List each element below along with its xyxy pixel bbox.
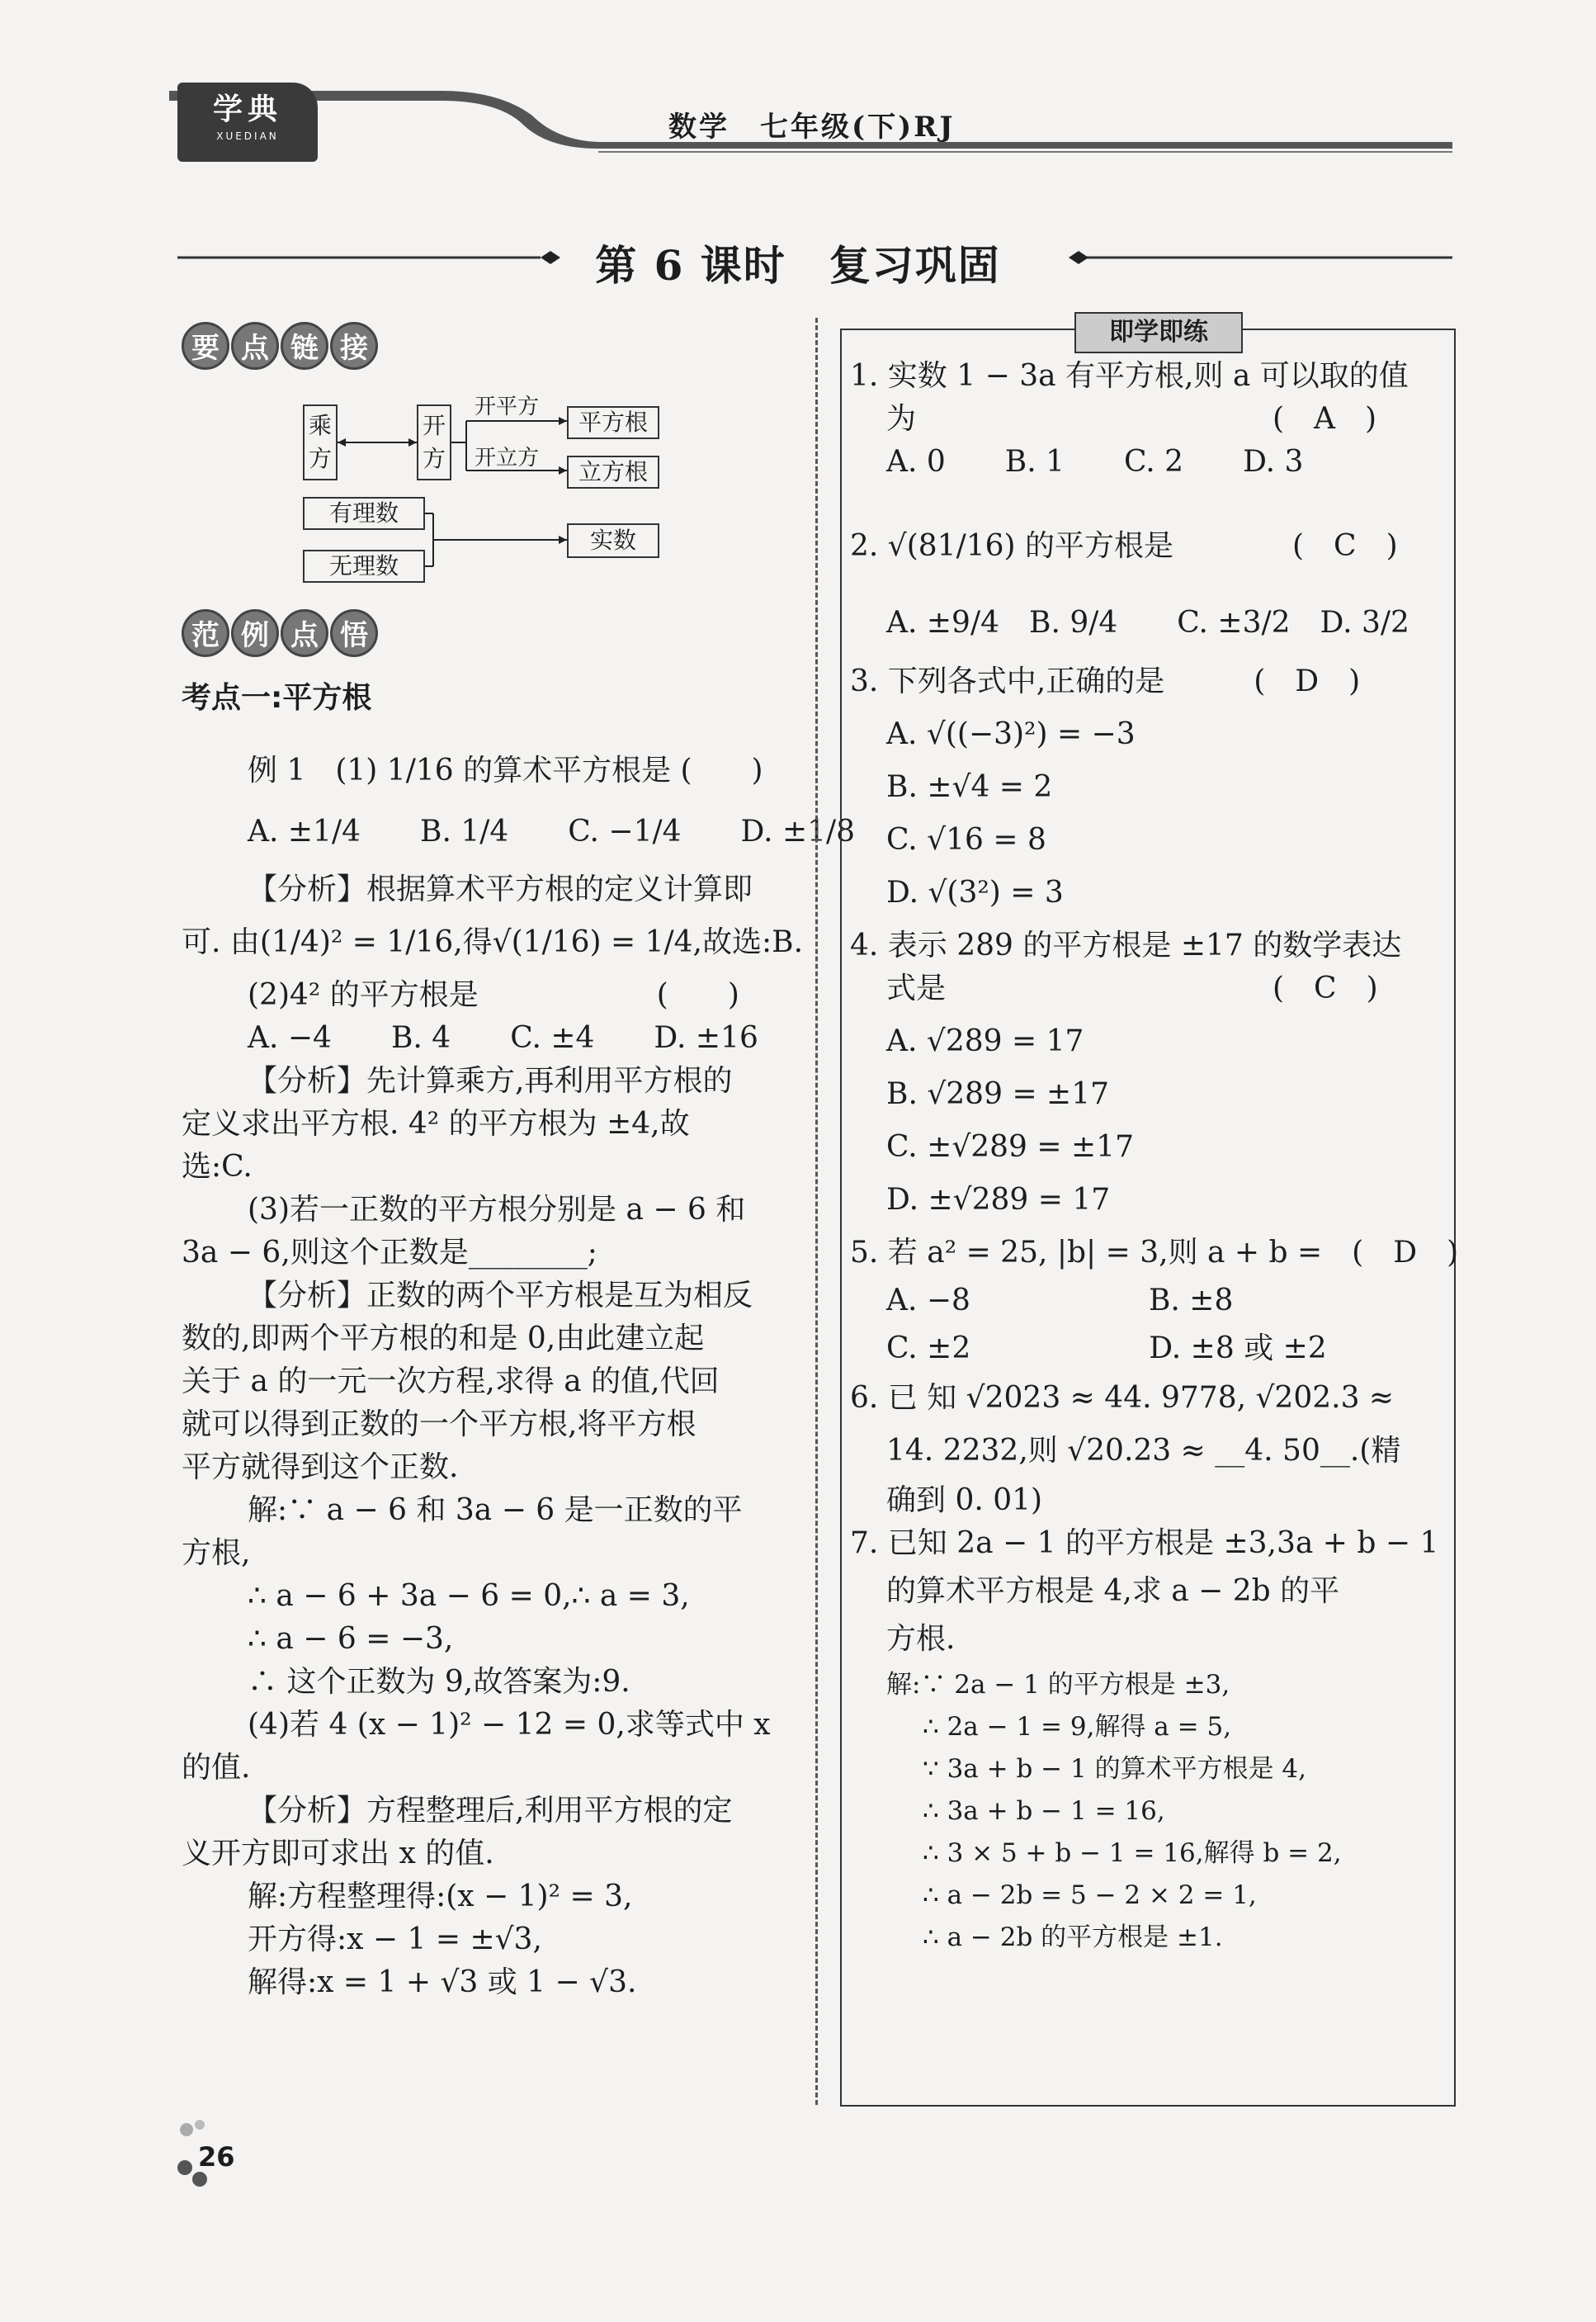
q4-option-a: A. √289 = 17 (886, 1024, 1084, 1058)
analysis-3b: 数的,即两个平方根的和是 0,由此建立起 (182, 1322, 705, 1355)
example-3-question-b: 3a − 6,则这个正数是________; (182, 1236, 597, 1270)
example-2-options: A. −4 B. 4 C. ±4 D. ±16 (248, 1021, 758, 1055)
q7-stem-b: 的算术平方根是 4,求 a − 2b 的平 (886, 1574, 1340, 1608)
q1-options: A. 0 B. 1 C. 2 D. 3 (886, 445, 1304, 479)
solution-3a: 解:∵ a − 6 和 3a − 6 是一正数的平 (248, 1493, 743, 1527)
diagram-label-sqrt: 开平方 (475, 395, 540, 419)
analysis-3c: 关于 a 的一元一次方程,求得 a 的值,代回 (182, 1364, 720, 1398)
practice-tag: 即学即练 (1074, 312, 1243, 353)
topic-heading: 考点一:平方根 (182, 681, 372, 715)
q1-stem-b: 为 ( A ) (886, 402, 1377, 436)
q7-stem-a: 7. 已知 2a − 1 的平方根是 ±3,3a + b − 1 (850, 1526, 1439, 1560)
solution-4c: 解得:x = 1 + √3 或 1 − √3. (248, 1965, 637, 1999)
analysis-1b: 可. 由(1/4)² = 1/16,得√(1/16) = 1/4,故选:B. (182, 925, 804, 959)
left-column-text (182, 735, 856, 2004)
diagram-label-cbrt: 开立方 (475, 446, 540, 471)
example-3-question-a: (3)若一正数的平方根分别是 a − 6 和 (248, 1193, 746, 1227)
q7-solution-line: ∴ 2a − 1 = 9,解得 a = 5, (923, 1712, 1232, 1742)
q7-stem-c: 方根. (886, 1622, 956, 1656)
diagram-box-cbrt: 立方根 (567, 456, 659, 489)
diagram-box-irrational: 无理数 (303, 550, 425, 583)
q7-solution-line: ∵ 3a + b − 1 的算术平方根是 4, (923, 1754, 1306, 1784)
analysis-2b: 定义求出平方根. 4² 的平方根为 ±4,故 (182, 1107, 690, 1141)
q4-option-b: B. √289 = ±17 (886, 1077, 1110, 1111)
q7-solution (850, 1664, 1448, 1959)
q6-stem-c: 确到 0. 01) (886, 1483, 1043, 1517)
example-1-question: 例 1 (1) 1/16 的算术平方根是 ( ) (248, 754, 763, 787)
diagram-box-sqrt: 平方根 (567, 406, 659, 439)
q2-stem: 2. √(81/16) 的平方根是 ( C ) (850, 529, 1398, 563)
q3-stem: 3. 下列各式中,正确的是 ( D ) (850, 664, 1361, 698)
q3-option-d: D. √(3²) = 3 (886, 876, 1064, 910)
q7-solution-line: ∴ a − 2b = 5 − 2 × 2 = 1, (923, 1880, 1257, 1910)
q7-solution-line: ∴ 3a + b − 1 = 16, (923, 1796, 1165, 1826)
column-divider (815, 318, 818, 2105)
analysis-3a: 【分析】正数的两个平方根是互为相反 (248, 1279, 753, 1312)
q6-stem-b: 14. 2232,则 √20.23 ≈ __4. 50__.(精 (886, 1434, 1401, 1468)
q1-stem-a: 1. 实数 1 − 3a 有平方根,则 a 可以取的值 (850, 359, 1409, 393)
page-number: 26 (198, 2141, 235, 2173)
section-key-points: 要 点 链 接 (182, 322, 378, 370)
q3-option-b: B. ±√4 = 2 (886, 770, 1053, 804)
page-title: 第 6 课时 复习巩固 (595, 241, 1001, 290)
solution-4a: 解:方程整理得:(x − 1)² = 3, (248, 1880, 633, 1913)
concept-diagram (301, 396, 673, 611)
solution-4b: 开方得:x − 1 = ±√3, (248, 1922, 542, 1956)
logo-text: 学典 (212, 92, 282, 126)
solution-3d: ∴ a − 6 = −3, (248, 1622, 454, 1656)
diagram-box-square: 乘方 (303, 404, 338, 480)
analysis-4a: 【分析】方程整理后,利用平方根的定 (248, 1794, 733, 1828)
q7-solution-line: 解:∵ 2a − 1 的平方根是 ±3, (886, 1670, 1230, 1700)
header-subject: 数学 七年级(下)RJ (668, 111, 956, 144)
q5-options-ab: A. −8 B. ±8 (886, 1284, 1234, 1317)
example-4-question-b: 的值. (182, 1751, 251, 1785)
section-examples: 范 例 点 悟 (182, 609, 378, 657)
q3-option-c: C. √16 = 8 (886, 823, 1046, 857)
analysis-3e: 平方就得到这个正数. (182, 1450, 459, 1484)
q6-stem-a: 6. 已 知 √2023 ≈ 44. 9778, √202.3 ≈ (850, 1381, 1395, 1415)
analysis-3d: 就可以得到正数的一个平方根,将平方根 (182, 1407, 696, 1441)
q7-solution-line: ∴ a − 2b 的平方根是 ±1. (923, 1922, 1223, 1952)
q5-options-cd: C. ±2 D. ±8 或 ±2 (886, 1331, 1327, 1365)
q7-solution-line: ∴ 3 × 5 + b − 1 = 16,解得 b = 2, (923, 1838, 1342, 1868)
q4-option-c: C. ±√289 = ±17 (886, 1130, 1134, 1164)
q4-stem-b: 式是 ( C ) (886, 972, 1378, 1005)
q5-stem: 5. 若 a² = 25, |b| = 3,则 a + b = ( D ) (850, 1236, 1459, 1270)
q4-option-d: D. ±√289 = 17 (886, 1183, 1111, 1217)
solution-3e: ∴ 这个正数为 9,故答案为:9. (248, 1665, 630, 1699)
example-2-question: (2)4² 的平方根是 ( ) (248, 978, 739, 1012)
solution-3c: ∴ a − 6 + 3a − 6 = 0,∴ a = 3, (248, 1579, 690, 1613)
diagram-box-real: 实数 (567, 523, 659, 558)
logo-subtext: XUEDIAN (216, 130, 279, 142)
analysis-2c: 选:C. (182, 1150, 253, 1184)
q3-option-a: A. √((−3)²) = −3 (886, 717, 1136, 751)
logo (177, 83, 318, 162)
analysis-4b: 义开方即可求出 x 的值. (182, 1837, 494, 1870)
solution-3b: 方根, (182, 1536, 251, 1570)
q4-stem-a: 4. 表示 289 的平方根是 ±17 的数学表达 (850, 929, 1402, 962)
example-1-options: A. ±1/4 B. 1/4 C. −1/4 D. ±1/8 (248, 815, 856, 849)
q2-options: A. ±9/4 B. 9/4 C. ±3/2 D. 3/2 (886, 606, 1409, 640)
example-4-question-a: (4)若 4 (x − 1)² − 12 = 0,求等式中 x (248, 1708, 771, 1742)
analysis-2a: 【分析】先计算乘方,再利用平方根的 (248, 1064, 733, 1098)
diagram-box-rational: 有理数 (303, 497, 425, 530)
diagram-box-root: 开方 (417, 404, 451, 480)
right-column-text (850, 355, 1459, 1959)
analysis-1a: 【分析】根据算术平方根的定义计算即 (248, 873, 753, 906)
